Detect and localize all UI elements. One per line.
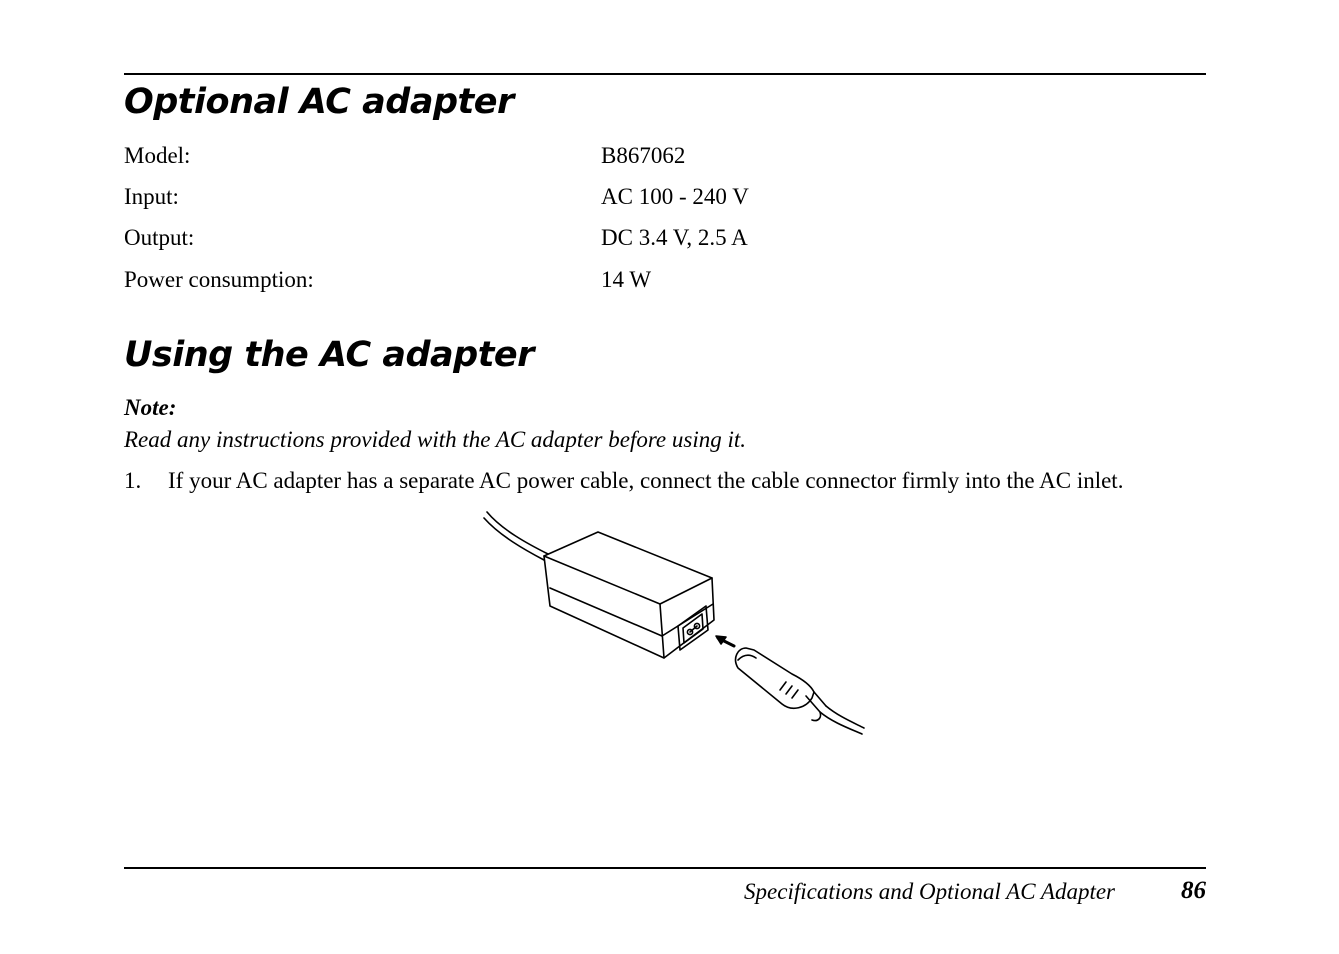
step-number: 1. [124,468,142,493]
ac-adapter-illustration [480,508,870,740]
spec-label: Model: [124,143,191,168]
bottom-rule [124,867,1206,869]
footer-chapter-title: Specifications and Optional AC Adapter [744,879,1115,904]
top-rule [124,73,1206,75]
section-heading-optional-ac-adapter: Optional AC adapter [124,82,514,122]
step-text: If your AC adapter has a separate AC power cable, connect the cable connector firmly into the AC inlet. [168,468,1124,493]
spec-value: AC 100 - 240 V [601,184,749,209]
spec-label: Output: [124,225,195,250]
spec-label: Input: [124,184,179,209]
note-text: Read any instructions provided with the AC adapter before using it. [124,427,747,452]
ac-power-plug [736,648,864,734]
spec-label: Power consumption: [124,267,314,292]
spec-value: B867062 [601,143,686,168]
spec-value: 14 W [601,267,652,292]
spec-value: DC 3.4 V, 2.5 A [601,225,748,250]
dc-cable [487,512,548,554]
note-title: Note: [124,395,177,420]
insertion-arrow [716,636,734,646]
section-heading-using-ac-adapter: Using the AC adapter [124,335,534,375]
page-number: 86 [1181,877,1206,904]
